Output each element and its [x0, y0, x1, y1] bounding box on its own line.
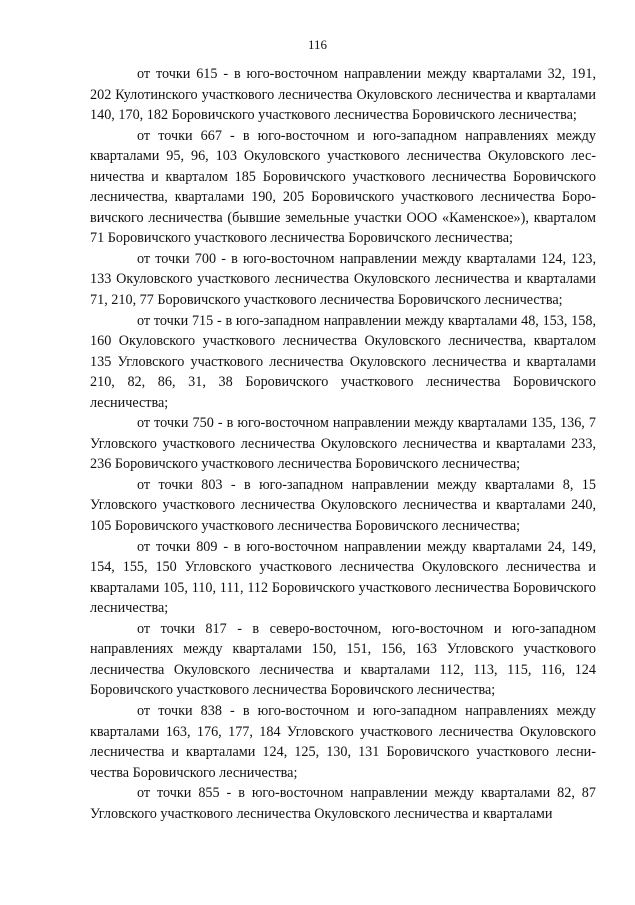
paragraph-point-715: от точки 715 - в юго-западном направлении между кварталами 48, 153, 158, 160 Окуловского участкового лесничества Окуловского лесничества, кварталом 135 Угловского участкового лесничества Окуловского лесничества и кварталами 210, 82, 86, 31, 38 Боровичского участкового лесничества Боровичского лесничества; [90, 312, 596, 411]
paragraph-point-838: от точки 838 - в юго-восточном и юго-западном направлениях между кварталами 163, 176, 177, 184 Угловского участкового лесничества Окуловского лесничества и кварталами 124, 125, 130, 131 Боровичского участкового лесничества Боровичского лесничества; [90, 702, 596, 781]
paragraph-point-817: от точки 817 - в северо-восточном, юго-восточном и юго-западном направлениях между кварталами 150, 151, 156, 163 Угловского участкового лесничества Окуловского лесничества и кварталами 112, 113, 115, 116, 124 Боровичского участкового лесничества Боровичского лесничества; [90, 620, 596, 699]
body-text [90, 64, 596, 824]
paragraph-point-809: от точки 809 - в юго-восточном направлении между кварталами 24, 149, 154, 155, 150 Угловского участкового лесничества Окуловского лесничества и кварталами 105, 110, 111, 112 Боровичского участкового лесничества Боровичского лесничества; [90, 538, 596, 617]
page-number: 116 [307, 37, 328, 52]
paragraph-point-750: от точки 750 - в юго-восточном направлении между кварталами 135, 136, 7 Угловского участкового лесничества Окуловского лесничества и кварталами 233, 236 Боровичского участкового лесничества Боровичского лесничества; [90, 415, 596, 473]
paragraph-point-615: от точки 615 - в юго-восточном направлении между кварталами 32, 191, 202 Кулотинского участкового лесничества Окуловского лесничества и кварталами 140, 170, 182 Боровичского участкового лесничества Боровичского лесничества; [90, 66, 596, 124]
paragraph-point-803: от точки 803 - в юго-западном направлении между кварталами 8, 15 Угловского участкового лесничества Окуловского лесничества и кварталами 240, 105 Боровичского участкового лесничества Боровичского лесничества; [90, 476, 596, 535]
paragraph-point-667: от точки 667 - в юго-восточном и юго-западном направлениях между кварталами 95, 96, 103 Окуловского участкового лесничества Окуловского лесничества и кварталом 185 Боровичского участкового лесничества Боровичского лесничества, кварталами 190, 205 Боровичского участкового лесничества Боровичского лесничества (бывшие земельные участки ООО «Каменское»), кварталом 71 Боровичского участкового лесничества Боровичского лесничества; [90, 127, 596, 247]
paragraph-point-700: от точки 700 - в юго-восточном направлении между кварталами 124, 123, 133 Окуловского участкового лесничества Окуловского лесничества и кварталами 71, 210, 77 Боровичского участкового лесничества Боровичского лесничества; [90, 250, 596, 309]
paragraph-point-855: от точки 855 - в юго-восточном направлении между кварталами 82, 87 Угловского участкового лесничества Окуловского лесничества и кварталами [90, 785, 596, 822]
